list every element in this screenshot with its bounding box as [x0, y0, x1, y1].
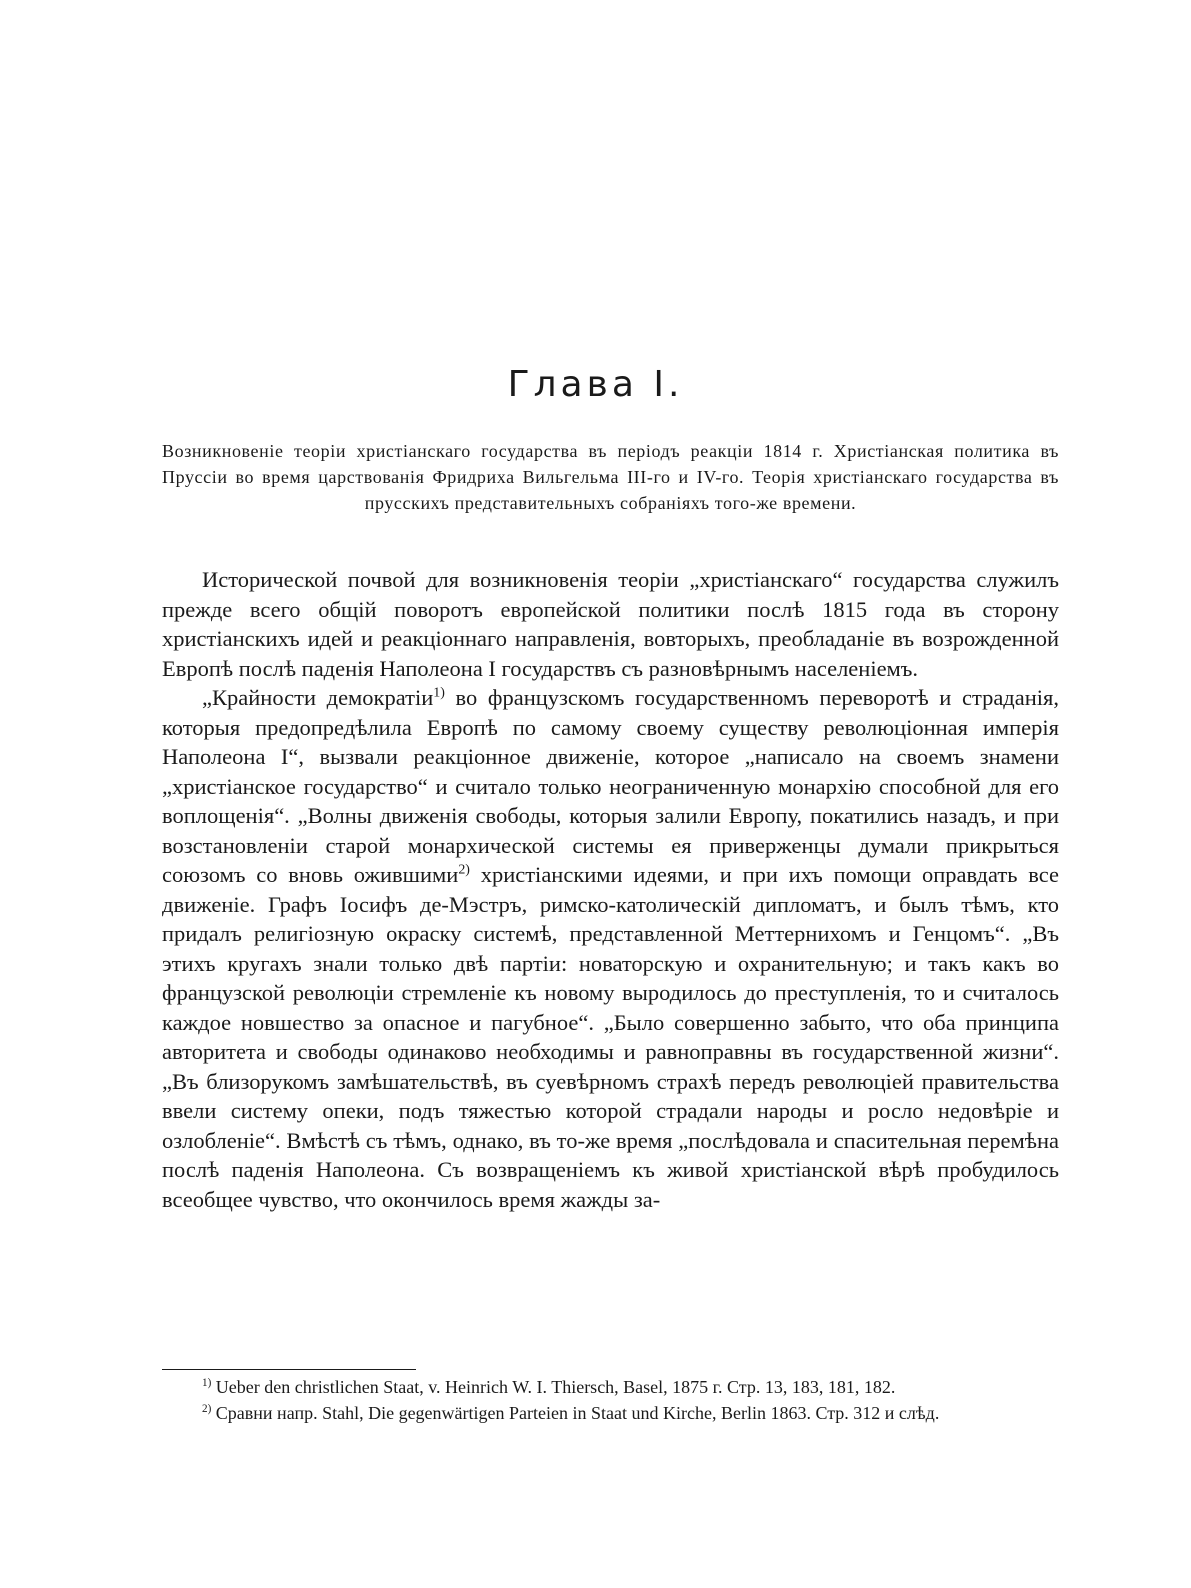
- chapter-summary: Возникновеніе теоріи христіанскаго государства въ періодъ реакціи 1814 г. Христіанская политика въ Пруссіи во время царствованія Фридриха Вильгельма III-го и IV-го. Теорія христіанскаго государства въ прусскихъ представительныхъ собраніяхъ того-же времени.: [162, 441, 1059, 513]
- footnote-2-marker: 2): [202, 1403, 212, 1415]
- footnote-1-text: Ueber den christlichen Staat, v. Heinrich W. I. Thiersch, Basel, 1875 г. Стр. 13, 183, 181, 182.: [211, 1377, 896, 1397]
- paragraph-2: [162, 683, 1059, 1214]
- paragraph-2-part-1: „Крайности демократіи: [202, 685, 434, 710]
- footnote-ref-1: 1): [433, 685, 445, 701]
- paragraph-1: Исторической почвой для возникновенія теоріи „христіанскаго“ государства служилъ прежде всего общій поворотъ европейской политики послѣ 1815 года въ сторону христіанскихъ идей и реакціоннаго направленія, вовторыхъ, преобладаніе въ возрожденной Европѣ послѣ паденія Наполеона I государствъ съ разновѣрнымъ населеніемъ.: [162, 567, 1059, 681]
- footnote-2-text: Сравни напр. Stahl, Die gegenwärtigen Parteien in Staat und Kirche, Berlin 1863. Стр. 312 и слѣд.: [211, 1403, 940, 1423]
- chapter-title: Глава I.: [507, 364, 684, 405]
- main-text: [162, 565, 1059, 1214]
- footnotes: [162, 1376, 1059, 1428]
- footnote-1-marker: 1): [202, 1377, 212, 1389]
- footnote-2: [162, 1402, 1059, 1424]
- paragraph-2-part-2: во французскомъ государственномъ переворотѣ и страданія, которыя предопредѣлила Европѣ по самому своему существу революціонная имперія Наполеона I“, вызвали реакціонное движеніе, которое „написало на своемъ знамени „христіанское государство“ и считало только неограниченную монархію способной для его воплощенія“. „Волны движенія свободы, которыя залили Европу, покатились назадъ, и при возстановленіи старой монархической системы ея приверженцы думали прикрыться союзомъ со вновь ожившими: [162, 685, 1060, 887]
- paragraph-2-part-3: христіанскими идеями, и при ихъ помощи оправдать все движеніе. Графъ Іосифъ де-Мэстръ, римско-католическій дипломатъ, и былъ тѣмъ, кто придалъ религіозную окраску системѣ, представленной Меттернихомъ и Генцомъ“. „Въ этихъ кругахъ знали только двѣ партіи: новаторскую и охранительную; и такъ какъ во французской революціи стремленіе къ новому выродилось до преступленія, то и считалось каждое новшество за опасное и пагубное“. „Было совершенно забыто, что оба принципа авторитета и свободы одинаково необходимы и равноправны въ государственной жизни“. „Въ близорукомъ замѣшательствѣ, въ суевѣрномъ страхѣ передъ революціей правительства ввели систему опеки, подъ тяжестью которой страдали народы и росло недовѣріе и озлобленіе“. Вмѣстѣ съ тѣмъ, однако, въ то-же время „послѣдовала и спасительная перемѣна послѣ паденія Наполеона. Съ возвращеніемъ къ живой христіанской вѣрѣ пробудилось всеобщее чувство, что окончилось время жажды за-: [162, 862, 1059, 1212]
- footnote-1: [162, 1376, 1059, 1398]
- footnote-divider: [162, 1369, 416, 1370]
- footnote-ref-2: 2): [458, 862, 470, 878]
